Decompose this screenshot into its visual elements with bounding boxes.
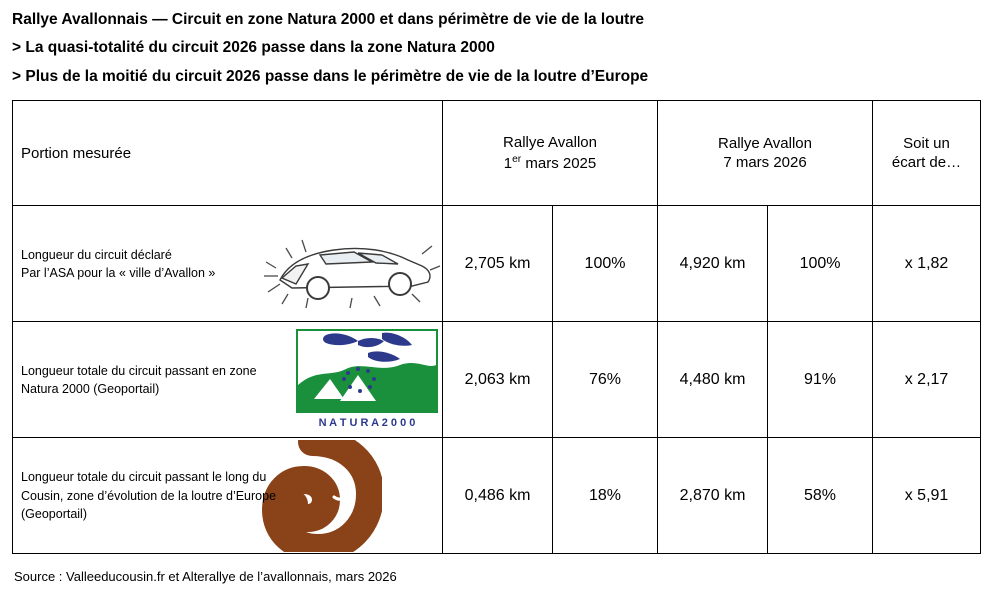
row-1-desc-line1: Longueur du circuit déclaré <box>21 247 172 262</box>
row-3-description-text <box>21 468 331 522</box>
measurements-table <box>12 100 981 554</box>
header-ecart-line1: Soit un <box>903 134 950 152</box>
row-3-desc-line1: Longueur totale du circuit passant le long du <box>21 470 267 485</box>
row-1-km-2025: 2,705 km <box>443 206 553 322</box>
row-3-description <box>13 438 443 554</box>
header-rally-2025-line2 <box>451 153 649 174</box>
header-rally-2026-line1: Rallye Avallon <box>718 134 812 152</box>
row-1-description-text <box>21 246 331 282</box>
header-portion: Portion mesurée <box>13 101 443 206</box>
natura-logo-text: N A T U R A 2 0 0 0 <box>318 416 416 429</box>
row-1-pct-2026: 100% <box>768 206 873 322</box>
row-2-ecart: x 2,17 <box>873 322 981 438</box>
row-2-pct-2025: 76% <box>553 322 658 438</box>
header-ecart-line2: écart de… <box>891 154 962 172</box>
header-ecart <box>873 101 981 206</box>
header-rally-2026 <box>658 101 873 206</box>
row-2-description-text <box>21 362 331 398</box>
row-2-km-2025: 2,063 km <box>443 322 553 438</box>
bullet-point-1: > La quasi-totalité du circuit 2026 passe dans la zone Natura 2000 <box>12 39 495 57</box>
header-rally-2025 <box>443 101 658 206</box>
table-row <box>13 322 981 438</box>
row-1-km-2026: 4,920 km <box>658 206 768 322</box>
row-2-pct-2026: 91% <box>768 322 873 438</box>
row-3-km-2025: 0,486 km <box>443 438 553 554</box>
header-2025-month: mars 2025 <box>521 154 597 172</box>
table-row <box>13 438 981 554</box>
row-1-desc-line2: Par l’ASA pour la « ville d’Avallon » <box>21 265 216 280</box>
source-note: Source : Valleeducousin.fr et Alterallye de l’avallonnais, mars 2026 <box>14 569 397 584</box>
row-3-pct-2025: 18% <box>553 438 658 554</box>
row-1-pct-2025: 100% <box>553 206 658 322</box>
table-header-row <box>13 101 981 206</box>
header-2025-day: 1 <box>503 154 513 172</box>
header-rally-2025-line1: Rallye Avallon <box>503 134 597 152</box>
row-2-desc-line1: Longueur totale du circuit passant en zone <box>21 363 257 378</box>
row-2-description <box>13 322 443 438</box>
page-title: Rallye Avallonnais — Circuit en zone Natura 2000 et dans périmètre de vie de la loutre <box>12 11 644 28</box>
header-2025-ordinal: er <box>512 153 522 165</box>
row-3-km-2026: 2,870 km <box>658 438 768 554</box>
row-3-desc-line3: (Geoportail) <box>21 506 87 521</box>
header-rally-2026-line2: 7 mars 2026 <box>723 154 807 172</box>
row-3-pct-2026: 58% <box>768 438 873 554</box>
row-3-ecart: x 5,91 <box>873 438 981 554</box>
row-1-ecart: x 1,82 <box>873 206 981 322</box>
row-1-description <box>13 206 443 322</box>
row-2-desc-line2: Natura 2000 (Geoportail) <box>21 381 160 396</box>
row-2-km-2026: 4,480 km <box>658 322 768 438</box>
bullet-point-2: > Plus de la moitié du circuit 2026 passe dans le périmètre de vie de la loutre d’Europe <box>12 67 649 85</box>
row-3-desc-line2: Cousin, zone d’évolution de la loutre d’Europe <box>21 488 277 503</box>
table-row <box>13 206 981 322</box>
